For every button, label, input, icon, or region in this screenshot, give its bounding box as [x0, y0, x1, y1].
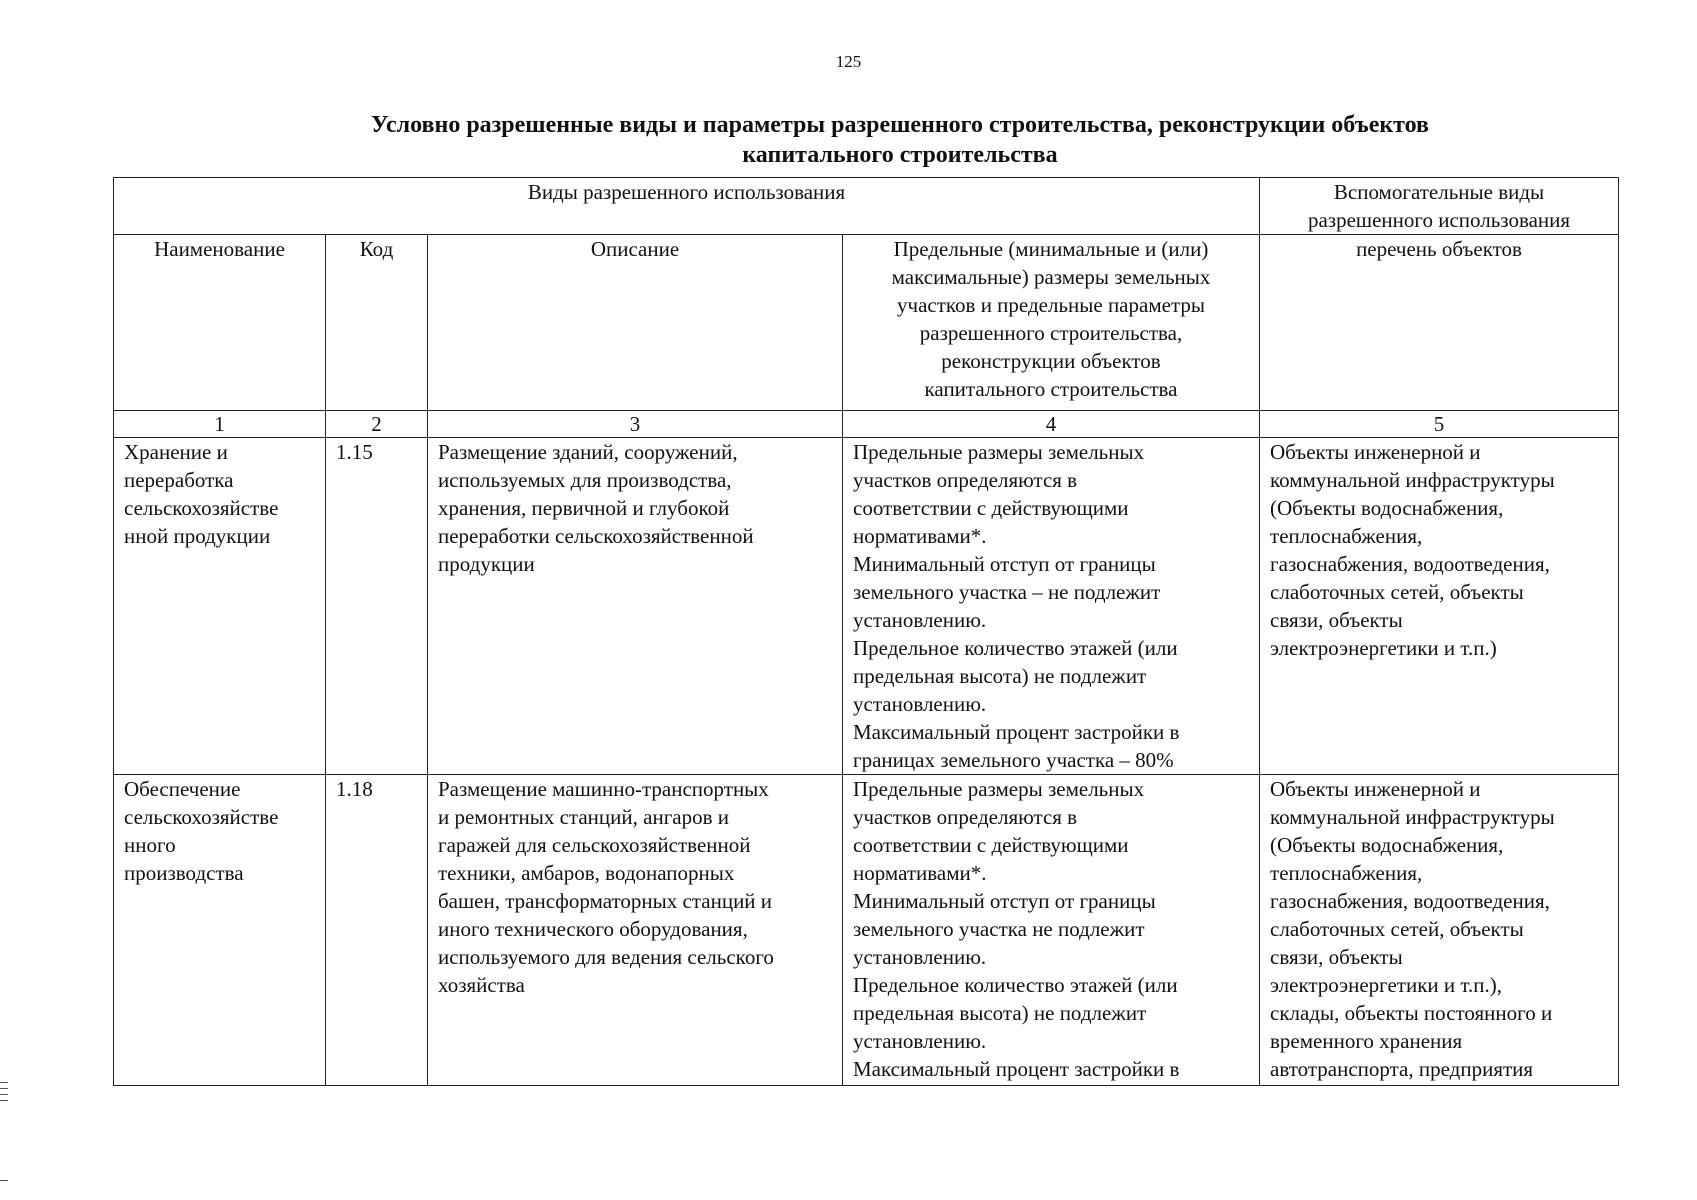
cell-line: и ремонтных станций, ангаров и [438, 805, 730, 829]
row-description-cell [428, 438, 843, 775]
column-header-description: Описание [428, 235, 843, 411]
column-header-object-list: перечень объектов [1260, 235, 1619, 411]
column-number: 2 [326, 411, 428, 438]
column-number: 3 [428, 411, 843, 438]
cell-line: переработки сельскохозяйственной [438, 524, 754, 548]
cell-line: газоснабжения, водоотведения, [1270, 552, 1550, 576]
cell-line: производства [124, 861, 244, 885]
cell-line: соответствии с действующими [853, 496, 1129, 520]
column-number: 5 [1260, 411, 1619, 438]
row-parameters-cell [843, 438, 1260, 775]
column-header-parameters [843, 235, 1260, 411]
cell-line: электроэнергетики и т.п.), [1270, 973, 1502, 997]
cell-line: нормативами*. [853, 861, 987, 885]
cell-line: Максимальный процент застройки в [853, 720, 1180, 744]
binding-margin-mark [0, 1094, 8, 1095]
document-title-line-1: Условно разрешенные виды и параметры разрешенного строительства, реконструкции объектов [370, 112, 1430, 138]
cell-line: теплоснабжения, [1270, 524, 1423, 548]
cell-line: башен, трансформаторных станций и [438, 889, 773, 913]
cell-line: Объекты инженерной и [1270, 440, 1481, 464]
parameters-header-line: капитального строительства [924, 377, 1178, 401]
row-auxiliary-cell [1260, 438, 1619, 775]
cell-line: предельная высота) не подлежит [853, 664, 1147, 688]
binding-margin-mark [0, 1180, 8, 1181]
cell-line: участков определяются в [853, 805, 1078, 829]
cell-line: границах земельного участка – 80% [853, 748, 1174, 772]
column-number: 4 [843, 411, 1260, 438]
table-group-header-row [114, 178, 1619, 235]
row-code-cell: 1.15 [326, 438, 428, 775]
column-header-name: Наименование [114, 235, 326, 411]
cell-line: нормативами*. [853, 524, 987, 548]
row-name-cell [114, 775, 326, 1086]
cell-line: Размещение машинно-транспортных [438, 777, 769, 801]
parameters-header-line: участков и предельные параметры [897, 293, 1205, 317]
cell-line: Хранение и [124, 440, 228, 464]
cell-line: автотранспорта, предприятия [1270, 1057, 1534, 1081]
row-code-cell: 1.18 [326, 775, 428, 1086]
parameters-header-line: Предельные (минимальные и (или) [893, 237, 1209, 261]
cell-line: Минимальный отступ от границы [853, 889, 1156, 913]
cell-line: гаражей для сельскохозяйственной [438, 833, 751, 857]
parameters-header-line: максимальные) размеры земельных [891, 265, 1211, 289]
cell-line: используемого для ведения сельского [438, 945, 774, 969]
cell-line: используемых для производства, [438, 468, 732, 492]
cell-line: установлению. [853, 608, 987, 632]
cell-line: Минимальный отступ от границы [853, 552, 1156, 576]
cell-line: продукции [438, 552, 535, 576]
cell-line: слаботочных сетей, объекты [1270, 580, 1524, 604]
cell-line: нной продукции [124, 524, 271, 548]
parameters-header-line: разрешенного строительства, [919, 321, 1183, 345]
cell-line: иного технического оборудования, [438, 917, 748, 941]
row-auxiliary-cell [1260, 775, 1619, 1086]
binding-margin-mark [0, 1100, 8, 1101]
aux-header-line: разрешенного использования [1307, 208, 1571, 232]
land-use-table [113, 177, 1619, 1086]
cell-line: хозяйства [438, 973, 525, 997]
row-parameters-cell [843, 775, 1260, 1086]
cell-line: связи, объекты [1270, 608, 1403, 632]
table-column-header-row [114, 235, 1619, 411]
cell-line: (Объекты водоснабжения, [1270, 833, 1504, 857]
cell-line: участков определяются в [853, 468, 1078, 492]
cell-line: хранения, первичной и глубокой [438, 496, 730, 520]
table-row [114, 438, 1619, 775]
group-header-permitted-uses: Виды разрешенного использования [114, 178, 1260, 235]
cell-line: установлению. [853, 945, 987, 969]
binding-margin-mark [0, 1088, 8, 1089]
document-title-line-2: капитального строительства [742, 142, 1058, 168]
cell-line: (Объекты водоснабжения, [1270, 496, 1504, 520]
cell-line: земельного участка – не подлежит [853, 580, 1161, 604]
cell-line: Предельные размеры земельных [853, 440, 1145, 464]
cell-line: теплоснабжения, [1270, 861, 1423, 885]
column-number-row [114, 411, 1619, 438]
row-name-cell [114, 438, 326, 775]
cell-line: газоснабжения, водоотведения, [1270, 889, 1550, 913]
column-number: 1 [114, 411, 326, 438]
table-row [114, 775, 1619, 1086]
cell-line: Максимальный процент застройки в [853, 1057, 1180, 1081]
cell-line: связи, объекты [1270, 945, 1403, 969]
cell-line: слаботочных сетей, объекты [1270, 917, 1524, 941]
parameters-header-line: реконструкции объектов [941, 349, 1161, 373]
cell-line: Предельные размеры земельных [853, 777, 1145, 801]
aux-header-line: Вспомогательные виды [1333, 180, 1545, 204]
page-number: 125 [835, 52, 862, 71]
group-header-auxiliary-uses [1260, 178, 1619, 235]
cell-line: предельная высота) не подлежит [853, 1001, 1147, 1025]
cell-line: сельскохозяйстве [124, 496, 279, 520]
cell-line: Размещение зданий, сооружений, [438, 440, 738, 464]
cell-line: земельного участка не подлежит [853, 917, 1145, 941]
cell-line: нного [124, 833, 176, 857]
cell-line: коммунальной инфраструктуры [1270, 468, 1555, 492]
cell-line: соответствии с действующими [853, 833, 1129, 857]
cell-line: электроэнергетики и т.п.) [1270, 636, 1497, 660]
cell-line: установлению. [853, 692, 987, 716]
cell-line: Обеспечение [124, 777, 241, 801]
column-header-code: Код [326, 235, 428, 411]
cell-line: Предельное количество этажей (или [853, 636, 1178, 660]
cell-line: установлению. [853, 1029, 987, 1053]
document-title [200, 110, 1600, 170]
cell-line: Объекты инженерной и [1270, 777, 1481, 801]
cell-line: временного хранения [1270, 1029, 1463, 1053]
cell-line: техники, амбаров, водонапорных [438, 861, 735, 885]
row-description-cell [428, 775, 843, 1086]
cell-line: коммунальной инфраструктуры [1270, 805, 1555, 829]
binding-margin-mark [0, 1082, 8, 1083]
cell-line: сельскохозяйстве [124, 805, 279, 829]
cell-line: переработка [124, 468, 234, 492]
cell-line: склады, объекты постоянного и [1270, 1001, 1553, 1025]
cell-line: Предельное количество этажей (или [853, 973, 1178, 997]
